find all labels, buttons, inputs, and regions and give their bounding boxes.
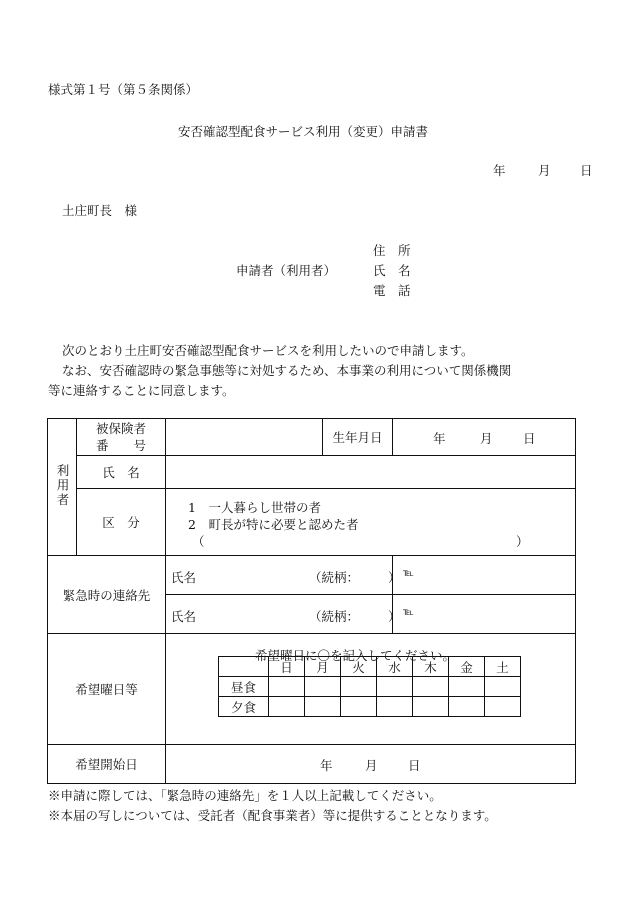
lunch-sat-cell[interactable] <box>485 677 521 697</box>
emergency-contact-2-field[interactable] <box>166 595 401 634</box>
birth-year-label: 年 <box>433 431 446 446</box>
start-day-label: 日 <box>408 758 421 773</box>
dinner-wed-cell[interactable] <box>377 697 413 717</box>
start-month-label: 月 <box>365 758 378 773</box>
weekday-field <box>166 634 576 745</box>
insured-number-label-cell <box>77 419 166 456</box>
insured-number-field[interactable] <box>166 419 323 456</box>
application-form-table <box>47 418 576 784</box>
dinner-tue-cell[interactable] <box>341 697 377 717</box>
insured-label-line-1: 被保険者 <box>95 421 146 436</box>
category-option-2[interactable]: 2 町長が特に必要と認めた者 <box>188 517 359 532</box>
weekday-grid-corner <box>219 657 269 677</box>
weekday-header-tue: 火 <box>341 657 377 677</box>
lunch-tue-cell[interactable] <box>341 677 377 697</box>
meal-label-lunch: 昼食 <box>219 677 269 697</box>
start-date-label-cell <box>48 745 166 784</box>
emergency-contact-1-phone-field[interactable] <box>393 556 576 595</box>
birth-date-field[interactable] <box>393 419 576 456</box>
weekday-header-fri: 金 <box>449 657 485 677</box>
body-line-1: 次のとおり土庄町安否確認型配食サービスを利用したいので申請します。 <box>62 343 474 358</box>
emergency-contact-2-phone-field[interactable] <box>393 595 576 634</box>
weekday-instruction: 希望曜日に〇を記入してください。 <box>255 648 456 663</box>
emergency-contact-label: 緊急時の連絡先 <box>62 587 151 603</box>
body-line-3: 等に連絡することに同意します。 <box>48 383 235 398</box>
date-day-label: 日 <box>580 163 593 178</box>
start-date-field[interactable] <box>166 745 576 784</box>
birth-month-label: 月 <box>480 431 493 446</box>
birth-date-label-cell <box>323 419 393 456</box>
category-paren-open: （ <box>192 534 205 549</box>
page-title: 安否確認型配食サービス利用（変更）申請書 <box>178 124 429 139</box>
user-name-field[interactable] <box>166 456 576 489</box>
applicant-label: 申請者（利用者） <box>236 263 337 278</box>
applicant-address-label: 住 所 <box>373 243 411 258</box>
lunch-wed-cell[interactable] <box>377 677 413 697</box>
start-date-label: 希望開始日 <box>75 757 138 772</box>
dinner-mon-cell[interactable] <box>305 697 341 717</box>
user-name-label: 氏 名 <box>102 465 140 480</box>
weekday-header-wed: 水 <box>377 657 413 677</box>
lunch-mon-cell[interactable] <box>305 677 341 697</box>
note-2: ※本届の写しについては、受託者（配食事業者）等に提供することとなります。 <box>48 808 497 823</box>
contact-1-tel-label: ℡ <box>403 568 414 579</box>
lunch-sun-cell[interactable] <box>269 677 305 697</box>
lunch-fri-cell[interactable] <box>449 677 485 697</box>
dinner-thu-cell[interactable] <box>413 697 449 717</box>
category-label: 区 分 <box>102 515 140 530</box>
contact-1-relation-close: ） <box>388 570 401 585</box>
form-number: 様式第１号（第５条関係） <box>48 82 199 97</box>
user-name-label-cell <box>77 456 166 489</box>
contact-1-name-label: 氏名 <box>171 570 197 585</box>
dinner-sat-cell[interactable] <box>485 697 521 717</box>
user-group-label: 利用者 <box>55 463 70 508</box>
meal-label-dinner: 夕食 <box>219 697 269 717</box>
date-year-label: 年 <box>493 163 506 178</box>
emergency-contact-label-cell <box>48 556 166 634</box>
date-month-label: 月 <box>538 163 551 178</box>
body-line-2: なお、安否確認時の緊急事態等に対処するため、本事業の利用について関係機関 <box>62 363 512 378</box>
category-label-cell <box>77 489 166 556</box>
addressee: 土庄町長 様 <box>62 203 138 218</box>
user-group-cell <box>48 419 77 556</box>
weekday-grid <box>218 656 521 717</box>
applicant-phone-label: 電 話 <box>373 283 411 298</box>
weekday-header-sat: 土 <box>485 657 521 677</box>
contact-1-relation-label: （続柄： <box>309 570 360 585</box>
insured-label-line-2: 番 号 <box>95 438 146 453</box>
weekday-label-cell <box>48 634 166 745</box>
weekday-header-mon: 月 <box>305 657 341 677</box>
birth-date-label: 生年月日 <box>332 430 383 445</box>
emergency-contact-1-field[interactable] <box>166 556 401 595</box>
category-paren-close: ） <box>516 534 529 549</box>
weekday-header-sun: 日 <box>269 657 305 677</box>
dinner-fri-cell[interactable] <box>449 697 485 717</box>
birth-day-label: 日 <box>523 431 536 446</box>
weekday-label: 希望曜日等 <box>75 682 138 697</box>
lunch-thu-cell[interactable] <box>413 677 449 697</box>
note-1: ※申請に際しては、「緊急時の連絡先」を１人以上記載してください。 <box>48 788 442 803</box>
weekday-header-thu: 木 <box>413 657 449 677</box>
contact-2-tel-label: ℡ <box>403 607 414 618</box>
dinner-sun-cell[interactable] <box>269 697 305 717</box>
category-option-1[interactable]: 1 一人暮らし世帯の者 <box>188 500 321 515</box>
category-field[interactable] <box>166 489 576 556</box>
applicant-name-label: 氏 名 <box>373 263 411 278</box>
contact-2-relation-label: （続柄： <box>309 609 360 624</box>
contact-2-relation-close: ） <box>388 609 401 624</box>
contact-2-name-label: 氏名 <box>171 609 197 624</box>
start-year-label: 年 <box>320 758 333 773</box>
